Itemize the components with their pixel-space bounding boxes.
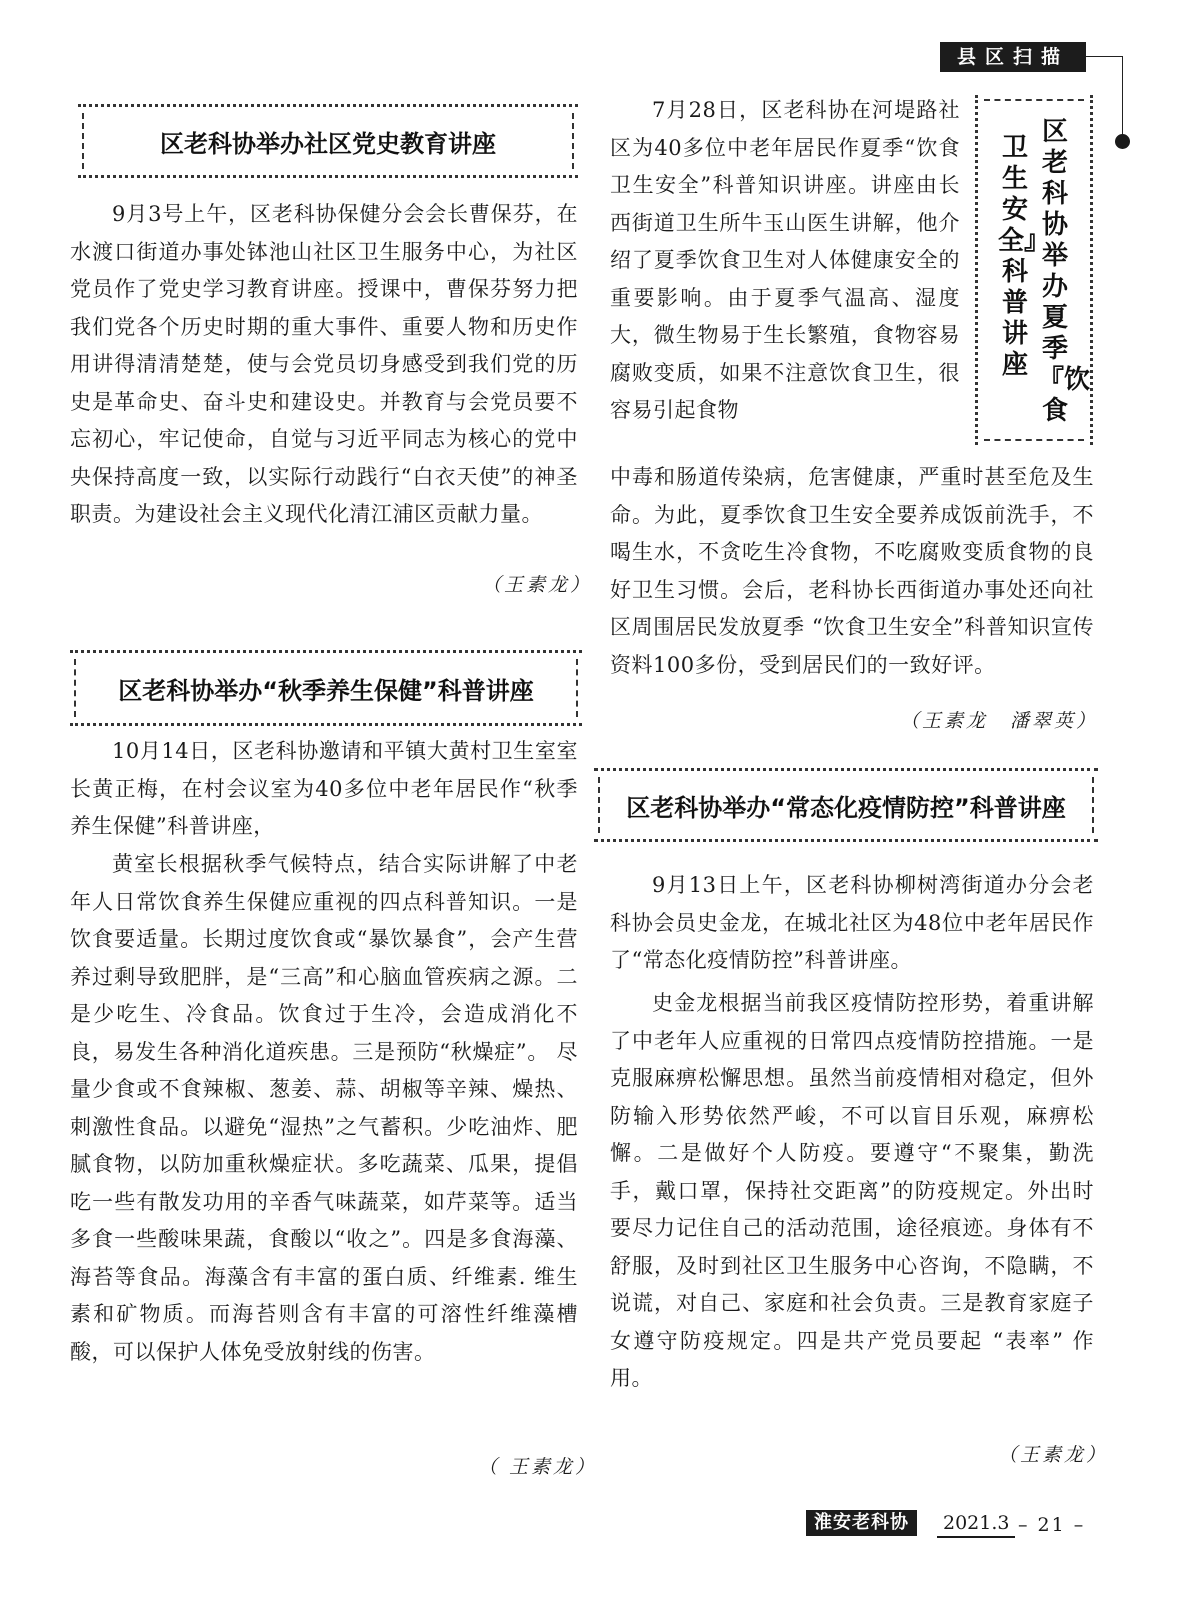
article-3-paragraph-1: 7月28日，区老科协在河堤路社区为40多位中老年居民作夏季“饮食卫生安全”科普知识讲座。讲座由长西街道卫生所牛玉山医生讲解，他介绍了夏季饮食卫生对人体健康安全的重要影响。由于夏季气温高、湿度大，微生物易于生长繁殖，食物容易腐败变质，如果不注意饮食卫生，很容易引起食物	[610, 98, 960, 422]
article-4-title-box	[594, 768, 1098, 842]
article-2-title-box	[70, 650, 582, 726]
article-2-author: （ 王素龙）	[478, 1456, 598, 1478]
article-4-title: 区老科协举办“常态化疫情防控”科普讲座	[626, 793, 1066, 822]
article-2-title: 区老科协举办“秋季养生保健”科普讲座	[118, 676, 534, 705]
tag-connector-dot	[1115, 134, 1130, 149]
article-4-author: （王素龙）	[998, 1444, 1109, 1466]
tag-connector-horizontal	[1086, 56, 1122, 57]
section-tag: 县区扫描	[940, 42, 1086, 72]
article-1-paragraph-1: 9月3号上午，区老科协保健分会会长曹保芬，在水渡口街道办事处钵池山社区卫生服务中心，为社区党员作了党史学习教育讲座。授课中，曹保芬努力把我们党各个历史时期的重大事件、重要人物和历史作用讲得清清楚楚，使与会党员切身感受到我们党的历史是革命史、奋斗史和建设史。并教育与会党员要不忘初心，牢记使命，自觉与习近平同志为核心的党中央保持高度一致，以实际行动践行“白衣天使”的神圣职责。为建设社会主义现代化清江浦区贡献力量。	[70, 202, 578, 526]
article-4-paragraph-2: 史金龙根据当前我区疫情防控形势，着重讲解了中老年人应重视的日常四点疫情防控措施。一是克服麻痹松懈思想。虽然当前疫情相对稳定，但外防输入形势依然严峻，不可以盲目乐观，麻痹松懈。二是做好个人防疫。要遵守“不聚集，勤洗手，戴口罩，保持社交距离”的防疫规定。外出时要尽力记住自己的活动范围，途径痕迹。身体有不舒服，及时到社区卫生服务中心咨询，不隐瞒，不说谎，对自己、家庭和社会负责。三是教育家庭子女遵守防疫规定。四是共产党员要起 “表率” 作用。	[610, 991, 1094, 1390]
article-1-title: 区老科协举办社区党史教育讲座	[160, 129, 496, 158]
article-1-title-box	[78, 104, 578, 178]
article-3-title-column-2: 卫生安全』科普讲座	[998, 133, 1051, 380]
footer-page-number: – 21 –	[1018, 1514, 1086, 1536]
footer-publication: 淮安老科协	[806, 1510, 917, 1536]
article-1-author: （王素龙）	[482, 574, 593, 596]
article-3-title-column-1: 区老科协举办夏季『饮食	[1038, 117, 1091, 426]
article-2-paragraph-1: 10月14日，区老科协邀请和平镇大黄村卫生室室长黄正梅，在村会议室为40多位中老年居民作“秋季养生保健”科普讲座，	[70, 739, 578, 838]
article-3-paragraph-2: 中毒和肠道传染病，危害健康，严重时甚至危及生命。为此，夏季饮食卫生安全要养成饭前洗手，不喝生水，不贪吃生冷食物，不吃腐败变质食物的良好卫生习惯。会后，老科协长西街道办事处还向社区周围居民发放夏季 “饮食卫生安全”科普知识宣传资料100多份，受到居民们的一致好评。	[610, 465, 1094, 677]
tag-connector-vertical	[1122, 56, 1123, 142]
article-4-paragraph-1: 9月13日上午，区老科协柳树湾街道办分会老科协会员史金龙，在城北社区为48位中老年居民作了“常态化疫情防控”科普讲座。	[610, 873, 1094, 972]
article-2-paragraph-2: 黄室长根据秋季气候特点，结合实际讲解了中老年人日常饮食养生保健应重视的四点科普知识。一是饮食要适量。长期过度饮食或“暴饮暴食”，会产生营养过剩导致肥胖，是“三高”和心脑血管疾病之源。二是少吃生、冷食品。饮食过于生冷，会造成消化不良，易发生各种消化道疾患。三是预防“秋燥症”。 尽量少食或不食辣椒、葱姜、蒜、胡椒等辛辣、燥热、刺激性食品。以避免“湿热”之气蓄积。少吃油炸、肥腻食物，以防加重秋燥症状。多吃蔬菜、瓜果，提倡吃一些有散发功用的辛香气味蔬菜，如芹菜等。适当多食一些酸味果蔬，食酸以“收之”。四是多食海藻、海苔等食品。海藻含有丰富的蛋白质、纤维素. 维生素和矿物质。而海苔则含有丰富的可溶性纤维藻槽酸，可以保护人体免受放射线的伤害。	[70, 852, 578, 1364]
article-3-title-box	[975, 95, 1093, 445]
article-3-author: （王素龙 潘翠英）	[900, 710, 1099, 732]
footer-issue: 2021.3	[937, 1510, 1015, 1538]
